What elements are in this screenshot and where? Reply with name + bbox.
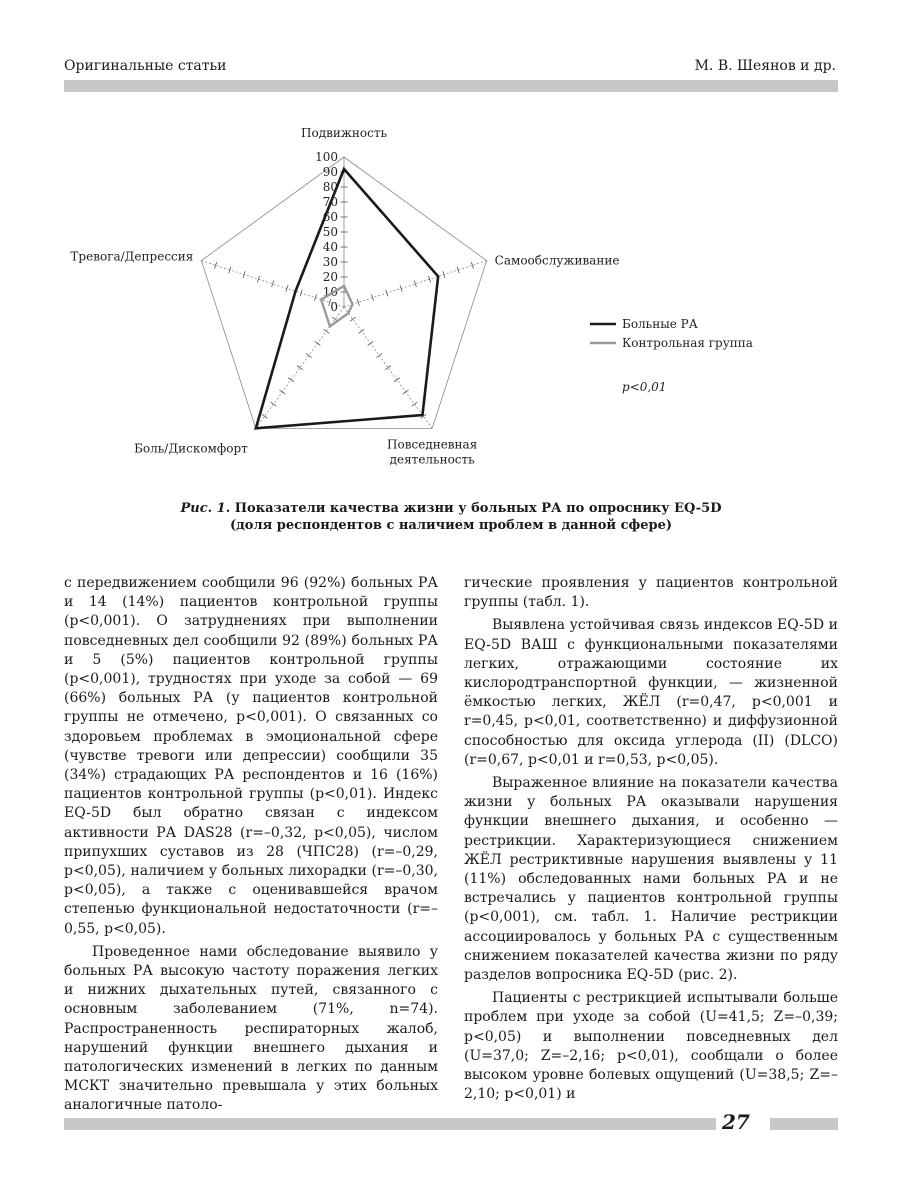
radar-tick-mark — [262, 414, 268, 418]
radar-tick-label: 100 — [315, 150, 338, 164]
radar-data-point — [422, 414, 424, 416]
radar-tick-mark — [376, 353, 382, 357]
paragraph: Выявлена устойчивая связь индексов EQ-5D и EQ-5D ВАШ с функциональными показателями легких, отражающими состояние их кислородтранспортной функции, — жизненной ёмкостью легких, ЖЁЛ (r=0,47, p<0,001 и r=0,45, p<0,01, соответственно) и диффузионной способностью для оксида углерода (II) (DLCO) (r=0,67, p<0,01 и r=0,53, p<0,05). — [464, 617, 838, 768]
radar-axis-label: Самообслуживание — [494, 253, 620, 268]
radar-axis-label: Подвижность — [301, 126, 387, 140]
radar-data-point — [343, 285, 345, 287]
radar-data-point — [348, 312, 350, 314]
radar-tick-mark — [272, 280, 274, 287]
radar-tick-mark — [279, 390, 285, 394]
running-header-authors: М. В. Шеянов и др. — [694, 58, 836, 74]
legend-label: Больные РА — [622, 317, 698, 331]
radar-tick-mark — [271, 402, 277, 406]
page-number: 27 — [722, 1110, 750, 1134]
radar-tick-mark — [315, 341, 321, 345]
radar-tick-mark — [412, 402, 418, 406]
radar-tick-mark — [306, 353, 312, 357]
radar-series — [255, 168, 439, 429]
radar-tick-mark — [403, 390, 409, 394]
radar-data-point — [255, 428, 257, 430]
radar-tick-label: 10 — [322, 285, 338, 299]
radar-legend — [590, 317, 753, 394]
radar-tick-mark — [414, 280, 416, 287]
radar-data-point — [437, 276, 439, 278]
radar-series-line — [256, 169, 438, 428]
paragraph: с передвижением сообщили 96 (92%) больных РА и 14 (14%) пациентов контрольной группы (p<0,001). О затруднениях при выполнении повседневных дел сообщили 92 (89%) больных РА и 5 (5%) пациентов контрольной группы (p<0,001), трудностях при уходе за собой — 69 (66%) больных РА (у пациентов контрольной группы не отмечено, p<0,001). О связанных со здоровьем проблемах в эмоциональной сфере (чувстве тревоги или депрессии) сообщили 35 (34%) страдающих РА респондентов и 16 (16%) пациентов контрольной группы (p<0,01). Индекс EQ-5D был обратно связан с индексом активности РА DAS28 (r=–0,32, p<0,05), числом припухших суставов из 28 (ЧПС28) (r=–0,29, p<0,05), наличием у больных лихорадки (r=–0,30, p<0,05), а также с оценивавшейся врачом степенью функциональной недостаточности (r=–0,55, p<0,05). — [64, 575, 438, 937]
radar-tick-mark — [297, 366, 303, 370]
running-header-section: Оригинальные статьи — [64, 58, 227, 74]
header-divider-bar — [64, 80, 838, 92]
paragraph: Проведенное нами обследование выявило у больных РА высокую частоту поражения легких и нижних дыхательных путей, связанного с основным заболеванием (71%, n=74). Распространенность респираторных жалоб, нарушений функции внешнего дыхания и патологических изменений в легких по данным МСКТ значительно превышала у этих больных аналогичные патоло- — [64, 943, 438, 1114]
radar-grid — [201, 157, 486, 428]
radar-tick-mark — [288, 378, 294, 382]
radar-tick-label: 50 — [322, 225, 338, 239]
radar-tick-label: 90 — [322, 165, 338, 179]
radar-tick-label: 60 — [322, 210, 338, 224]
radar-tick-label: 40 — [322, 240, 338, 254]
figure-caption-line1: Показатели качества жизни у больных РА по опроснику EQ-5D — [234, 501, 722, 516]
radar-tick-mark — [471, 262, 473, 269]
radar-tick-mark — [385, 366, 391, 370]
radar-tick-label: 0 — [330, 300, 338, 314]
radar-tick-mark — [368, 341, 374, 345]
figure-label: Рис. 1. — [180, 501, 231, 516]
radar-tick-mark — [394, 378, 400, 382]
radar-tick-mark — [357, 299, 359, 306]
radar-tick-label: 30 — [322, 255, 338, 269]
footer-bar — [64, 1118, 716, 1130]
radar-tick-mark — [350, 317, 356, 321]
left-column — [64, 574, 438, 1116]
radar-tick-mark — [359, 329, 365, 333]
chart-annotation: p<0,01 — [622, 380, 667, 394]
radar-tick-label: 80 — [322, 180, 338, 194]
paragraph: Пациенты с рестрикцией испытывали больше проблем при уходе за собой (U=41,5; Z=–0,39; p<0,05) и выполнении повседневных дел (U=37,0; Z=–2,16; p<0,01), сообщали о более высоком уровне болевых ощущений (U=38,5; Z=–2,10; p<0,01) и — [464, 990, 838, 1103]
paragraph: гические проявления у пациентов контрольной группы (табл. 1). — [464, 575, 838, 611]
radar-data-point — [352, 303, 354, 305]
radar-tick-mark — [215, 262, 217, 269]
figure-caption-line2: (доля респондентов с наличием проблем в данной сфере) — [229, 518, 673, 533]
radar-data-point — [320, 299, 322, 301]
radar-data-point — [295, 290, 297, 292]
radar-tick-mark — [324, 329, 330, 333]
radar-axis-label: Повседневная — [387, 437, 478, 452]
radar-axis-label: Боль/Дискомфорт — [134, 441, 248, 456]
radar-axis-label: деятельность — [389, 452, 475, 467]
radar-data-point — [343, 168, 345, 170]
radar-chart — [0, 100, 900, 500]
right-column — [464, 574, 838, 1104]
legend-label: Контрольная группа — [622, 336, 753, 350]
radar-tick-label: 20 — [322, 270, 338, 284]
radar-data-point — [329, 326, 331, 328]
radar-axis-label: Тревога/Депрессия — [70, 249, 194, 264]
paragraph: Выраженное влияние на показатели качества жизни у больных РА оказывали нарушения функции внешнего дыхания, и особенно — рестрикции. Характеризующиеся снижением ЖЁЛ рестриктивные нарушения выявлены у 11 (11%) обследованных нами больных РА и не встречались у пациентов контрольной группы (p<0,001), см. табл. 1. Наличие рестрикции ассоциировалось у больных РА с существенным снижением показателей качества жизни по ряду разделов вопросника EQ-5D (рис. 2). — [464, 775, 838, 984]
footer-bar-right — [770, 1118, 838, 1130]
radar-tick-label: 70 — [322, 195, 338, 209]
figure-caption — [64, 500, 838, 534]
radar-axis-labels — [70, 126, 619, 466]
